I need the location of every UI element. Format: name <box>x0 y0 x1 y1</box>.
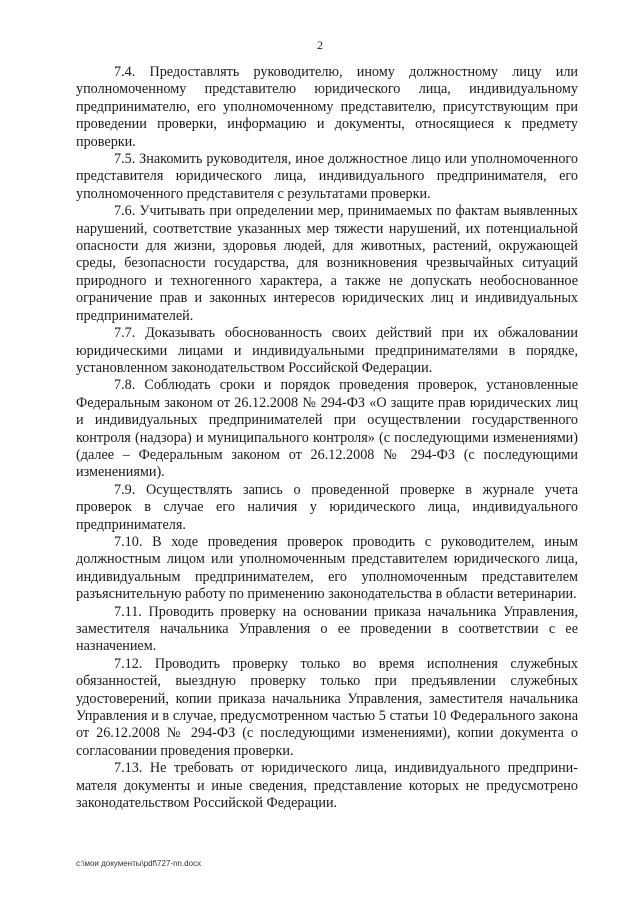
paragraph-7-9: 7.9. Осуществлять запись о проведенной проверке в журнале учета проверок в случае его наличия у юридического лица, индивидуального предпринимателя. <box>76 481 578 533</box>
paragraph-7-4: 7.4. Предоставлять руководителю, иному должностному лицу или уполномоченному представителю юридического лица, индивидуальному предпринимателю, его уполномоченному представителю, присутствующим при проведении проверки, информацию и документы, относящиеся к предмету проверки. <box>76 64 578 150</box>
paragraph-7-5: 7.5. Знакомить руководителя, иное должностное лицо или уполномоченного представителя юридического лица, индивидуального предпринимателя, его уполномоченного представителя с результатами проверки. <box>76 151 578 202</box>
paragraph-7-12: 7.12. Проводить проверку только во время исполнения служебных обязанностей, выездную проверку только при предъявлении служебных удостоверений, копии приказа начальника Управления, заместителя начальника Управления и в случае, предусмотренном частью 5 статьи 10 Федерального закона от 26.12.2008 № 294-ФЗ (с последующими изменениями), копии документа о согласовании проведения проверки. <box>76 655 578 759</box>
paragraph-7-6: 7.6. Учитывать при определении мер, принимаемых по фактам выявленных нарушений, соответствие указанных мер тяжести нарушений, их потенциальной опасности для жизни, здоровья людей, для животных, растений, окружающей среды, безопасности государства, для возникновения чрезвычайных ситуаций природного и техногенного характера, а также не допускать необоснованное ограничение прав и законных интересов юридических лиц и индивидуальных предпринимателей. <box>76 203 578 324</box>
footer-file-path: c:\мои документы\pdf\727-nn.docx <box>76 859 202 868</box>
document-body <box>76 64 578 812</box>
page-number: 2 <box>317 38 323 52</box>
paragraph-7-10: 7.10. В ходе проведения проверок проводить с руководителем, иным должностным лицом или уполномоченным представителем юридического лица, индивидуальным предпринимателем, его уполномоченным представителем разъяснительную работу по применению законодательства в области ветеринарии. <box>76 533 578 603</box>
paragraph-7-7: 7.7. Доказывать обоснованность своих действий при их обжаловании юридическими лицами и индивидуальными предпринимателями в порядке, установленном законодательством Российской Федерации. <box>76 325 578 376</box>
paragraph-7-13: 7.13. Не требовать от юридического лица, индивидуального предпринимателя документы и иные сведения, представление которых не предусмотрено законодательством Российской Федерации. <box>76 760 578 812</box>
paragraph-7-11: 7.11. Проводить проверку на основании приказа начальника Управления, заместителя начальника Управления о ее проведении в соответствии с ее назначением. <box>76 603 578 655</box>
paragraph-7-8: 7.8. Соблюдать сроки и порядок проведения проверок, установленные Федеральным законом от 26.12.2008 № 294-ФЗ «О защите прав юридических лиц и индивидуальных предпринимателей при осуществлении государственного контроля (надзора) и муниципального контроля» (с последующими изменениями) (далее – Федеральным законом от 26.12.2008 № 294-ФЗ (с последующими изменениями). <box>76 377 578 481</box>
